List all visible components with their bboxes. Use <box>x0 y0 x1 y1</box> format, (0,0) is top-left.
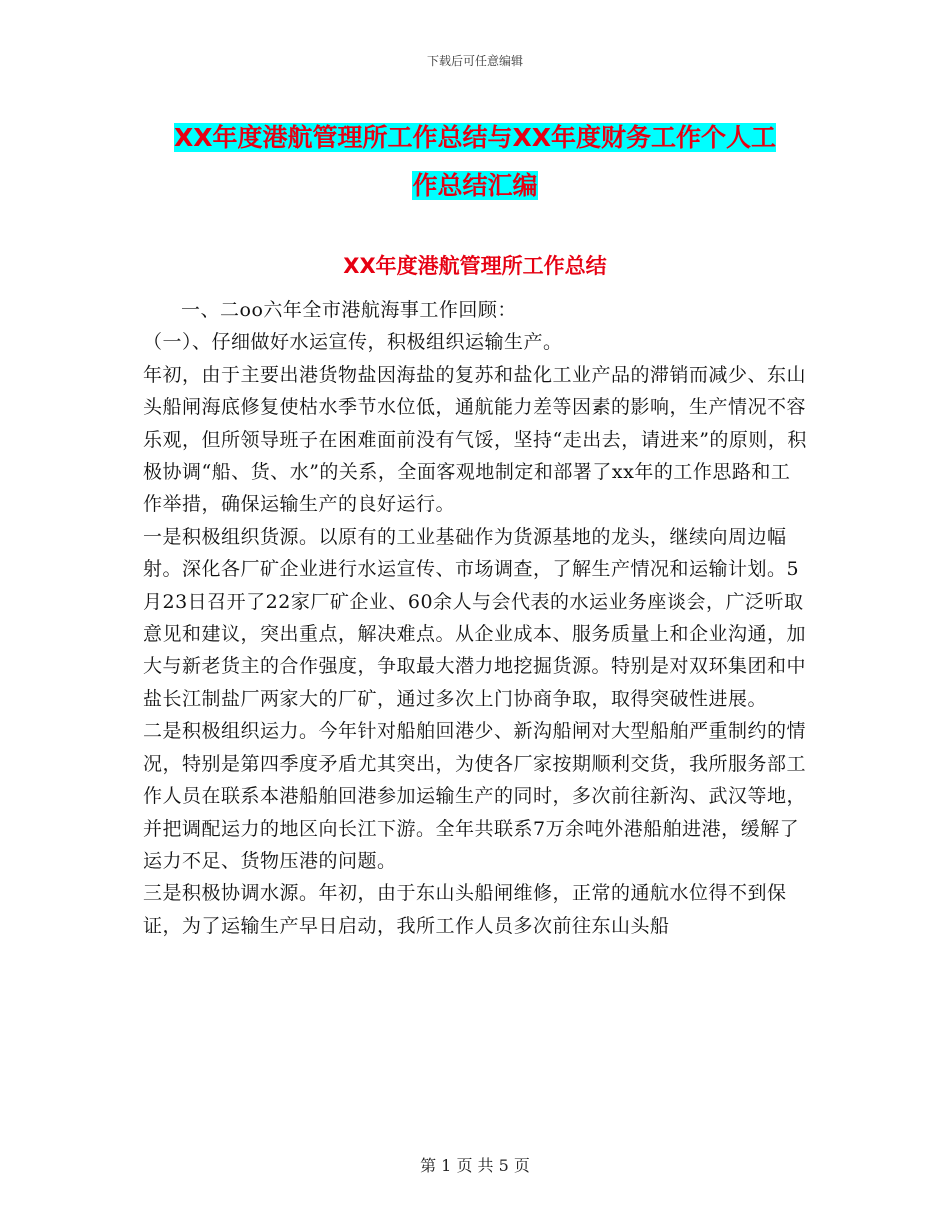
document-title-line-2: 作总结汇编 <box>412 171 538 200</box>
paragraph-subheading-1: （一）、仔细做好水运宣传，积极组织运输生产。 <box>143 331 563 354</box>
paragraph: 二是积极组织运力。今年针对船舶回港少、新沟船闸对大型船舶严重制约的情况，特别是第四季度矛盾尤其突出，为使各厂家按期顺利交货，我所服务部工作人员在联系本港船舶回港参加运输生产的同时，多次前往新沟、武汉等地，并把调配运力的地区向长江下游。全年共联系7万余吨外港船舶进港，缓解了运力不足、货物压港的问题。 <box>143 720 807 872</box>
page-header-note: 下载后可任意编辑 <box>426 54 523 68</box>
page-number: 第 1 页 共 5 页 <box>420 1156 530 1175</box>
paragraph: 年初，由于主要出港货物盐因海盐的复苏和盐化工业产品的滞销而减少、东山头船闸海底修复使枯水季节水位低，通航能力差等因素的影响，生产情况不容乐观，但所领导班子在困难面前没有气馁，坚持“走出去，请进来”的原则，积极协调“船、货、水”的关系，全面客观地制定和部署了xx年的工作思路和工作举措，确保运输生产的良好运行。 <box>143 363 807 516</box>
document-title-line-1: XX年度港航管理所工作总结与XX年度财务工作个人工 <box>173 123 777 152</box>
paragraph-heading-1: 一、二oo六年全市港航海事工作回顾： <box>181 299 517 321</box>
paragraph: 三是积极协调水源。年初，由于东山头船闸维修，正常的通航水位得不到保证，为了运输生产早日启动，我所工作人员多次前往东山头船 <box>143 882 787 937</box>
paragraph: 一是积极组织货源。以原有的工业基础作为货源基地的龙头，继续向周边幅射。深化各厂矿企业进行水运宣传、市场调查，了解生产情况和运输计划。5月23日召开了22家厂矿企业、60余人与会代表的水运业务座谈会，广泛听取意见和建议，突出重点，解决难点。从企业成本、服务质量上和企业沟通，加大与新老货主的合作强度，争取最大潜力地挖掘货源。特别是对双环集团和中盐长江制盐厂两家大的厂矿，通过多次上门协商争取，取得突破性进展。 <box>143 525 807 710</box>
document-title <box>0 114 950 210</box>
document-body <box>143 294 808 942</box>
section-title: XX年度港航管理所工作总结 <box>343 254 607 278</box>
